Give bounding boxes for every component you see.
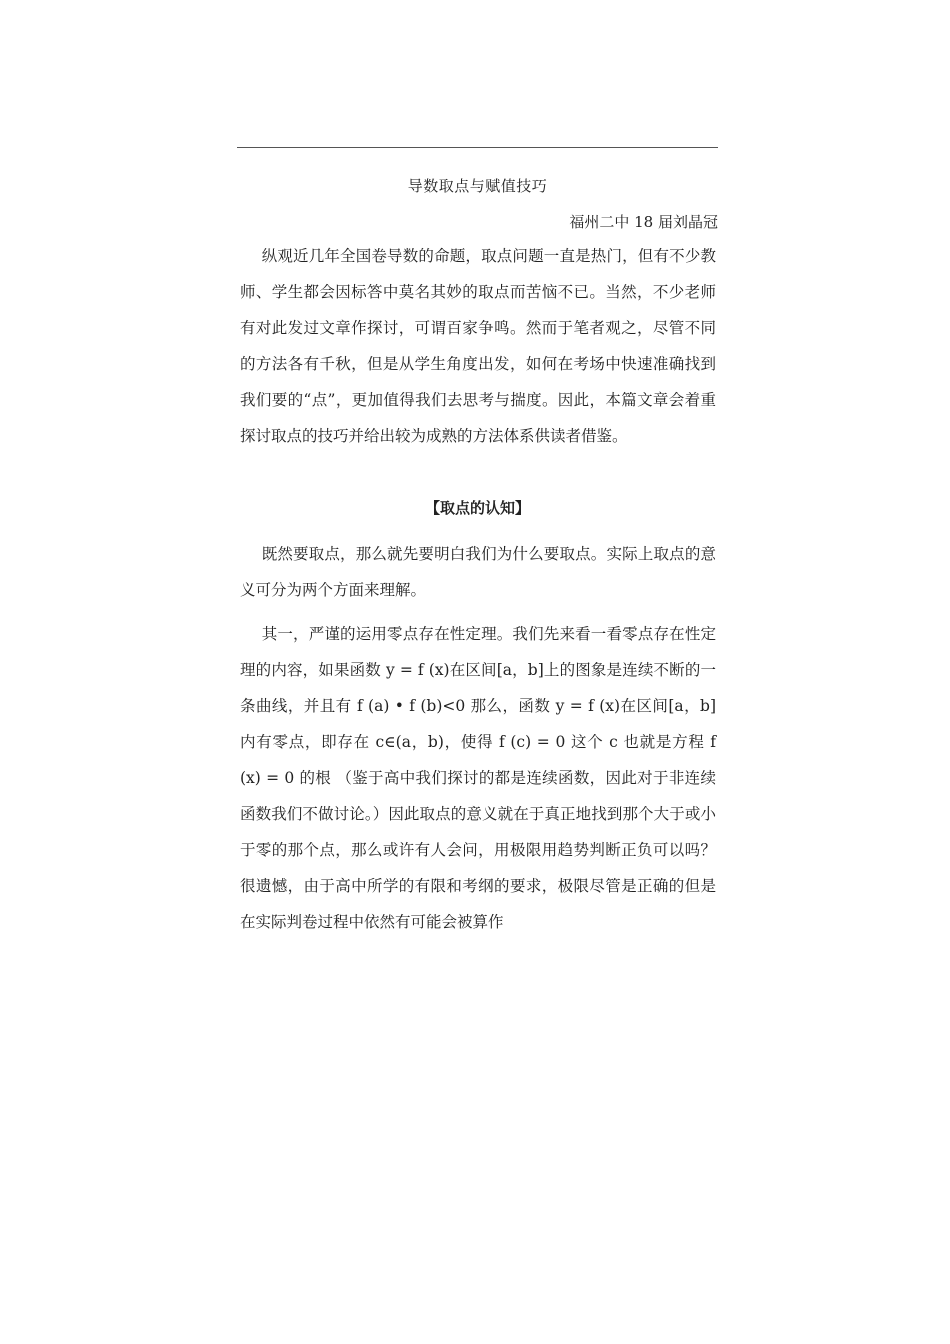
paragraph-purpose: 既然要取点，那么就先要明白我们为什么要取点。实际上取点的意义可分为两个方面来理解。 <box>240 545 716 599</box>
intro-paragraph: 纵观近几年全国卷导数的命题，取点问题一直是热门，但有不少教师、学生都会因标答中莫名其妙的取点而苦恼不已。当然，不少老师有对此发过文章作探讨，可谓百家争鸣。然而于笔者观之，尽管不同的方法各有千秋，但是从学生角度出发，如何在考场中快速准确找到我们要的“点”，更加值得我们去思考与揣度。因此，本篇文章会着重探讨取点的技巧并给出较为成熟的方法体系供读者借鉴。 <box>240 247 716 445</box>
article-title: 导数取点与赋值技巧 <box>407 177 548 195</box>
article-author: 福州二中 18 届刘晶冠 <box>569 213 718 231</box>
section-heading: 【取点的认知】 <box>424 499 530 517</box>
paragraph-zero-theorem: 其一，严谨的运用零点存在性定理。我们先来看一看零点存在性定理的内容，如果函数 y = f (x)在区间[a，b]上的图象是连续不断的一条曲线，并且有 f (a) • f (b)<0 那么，函数 y = f (x)在区间[a，b]内有零点，即存在 c∈(a，b)，使得 f (c) = 0 这个 c 也就是方程 f (x) = 0 的根 （鉴于高中我们探讨的都是连续函数，因此对于非连续函数我们不做讨论。）因此取点的意义就在于真正地找到那个大于或小于零的那个点，那么或许有人会问，用极限用趋势判断正负可以吗？很遗憾，由于高中所学的有限和考纲的要求，极限尽管是正确的但是在实际判卷过程中依然有可能会被算作 <box>240 625 716 931</box>
header-rule <box>237 147 718 148</box>
